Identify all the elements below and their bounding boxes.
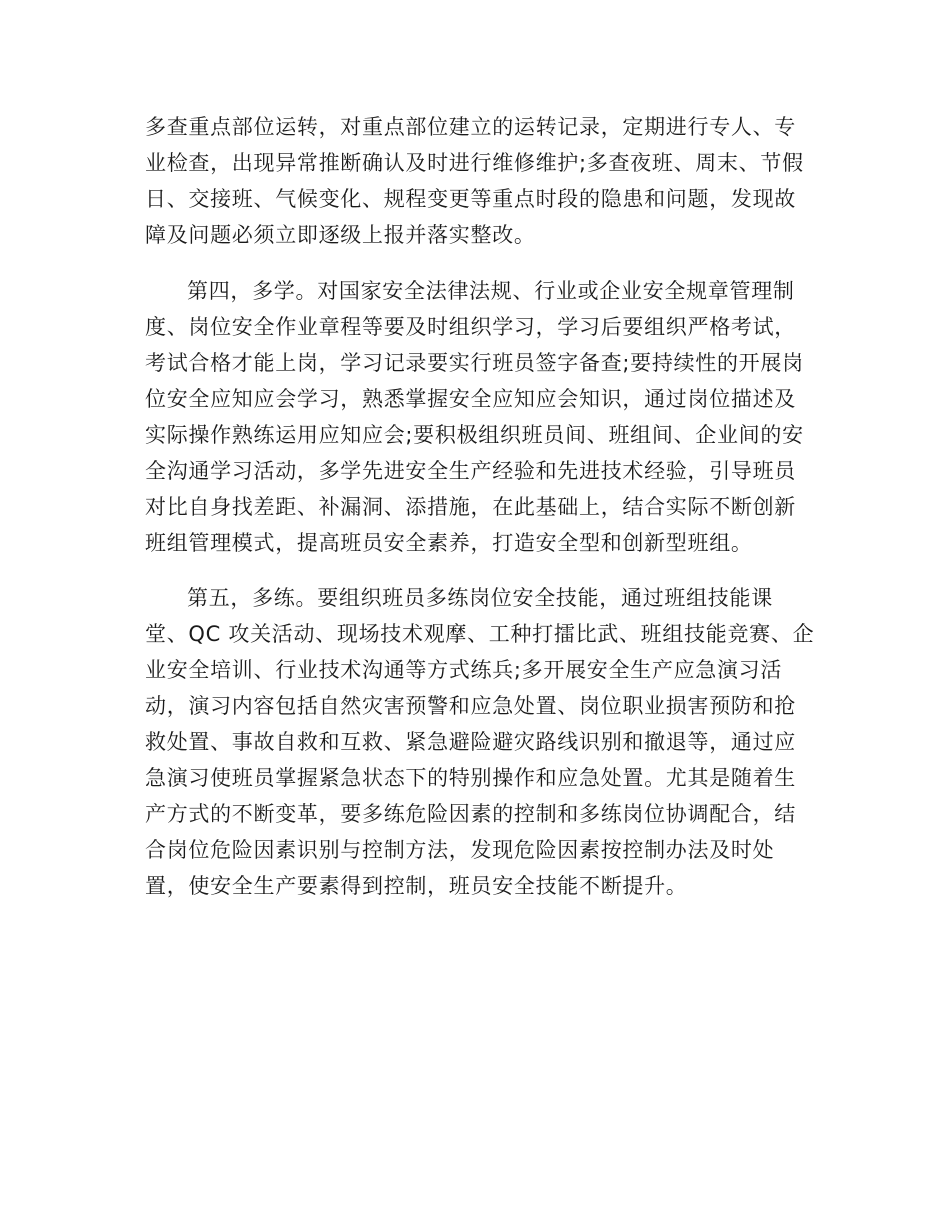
text-line: 第四，多学。对国家安全法律法规、行业或企业安全规章管理制 (187, 279, 795, 303)
text-line: 全沟通学习活动，多学先进安全生产经验和先进技术经验，引导班员 (145, 459, 796, 483)
text-line: 产方式的不断变革，要多练危险因素的控制和多练岗位协调配合，结 (145, 802, 796, 826)
text-line: 第五，多练。要组织班员多练岗位安全技能，通过班组技能课 (187, 586, 773, 610)
text-line: 业安全培训、行业技术沟通等方式练兵;多开展安全生产应急演习活 (145, 658, 783, 682)
text-line: 多查重点部位运转，对重点部位建立的运转记录，定期进行专人、专 (145, 115, 796, 139)
text-line: 堂、QC 攻关活动、现场技术观摩、工种打擂比武、班组技能竞赛、企 (145, 622, 815, 646)
text-line: 日、交接班、气候变化、规程变更等重点时段的隐患和问题，发现故 (145, 187, 796, 211)
text-line: 度、岗位安全作业章程等要及时组织学习，学习后要组织严格考试， (145, 315, 796, 339)
text-line: 急演习使班员掌握紧急状态下的特别操作和应急处置。尤其是随着生 (145, 766, 796, 790)
text-line: 位安全应知应会学习，熟悉掌握安全应知应会知识，通过岗位描述及 (145, 387, 796, 411)
text-line: 障及问题必须立即逐级上报并落实整改。 (145, 223, 536, 247)
text-line: 合岗位危险因素识别与控制方法，发现危险因素按控制办法及时处 (145, 838, 775, 862)
text-line: 业检查，出现异常推断确认及时进行维修维护;多查夜班、周末、节假 (145, 151, 804, 175)
text-line: 考试合格才能上岗，学习记录要实行班员签字备查;要持续性的开展岗 (145, 351, 804, 375)
text-line: 救处置、事故自救和互救、紧急避险避灾路线识别和撤退等，通过应 (145, 730, 796, 754)
text-line: 班组管理模式，提高班员安全素养，打造安全型和创新型班组。 (145, 531, 753, 555)
text-line: 动，演习内容包括自然灾害预警和应急处置、岗位职业损害预防和抢 (145, 694, 796, 718)
text-line: 置，使安全生产要素得到控制，班员安全技能不断提升。 (145, 874, 688, 898)
text-line: 对比自身找差距、补漏洞、添措施，在此基础上，结合实际不断创新 (145, 495, 796, 519)
text-line: 实际操作熟练运用应知应会;要积极组织班员间、班组间、企业间的安 (145, 423, 804, 447)
